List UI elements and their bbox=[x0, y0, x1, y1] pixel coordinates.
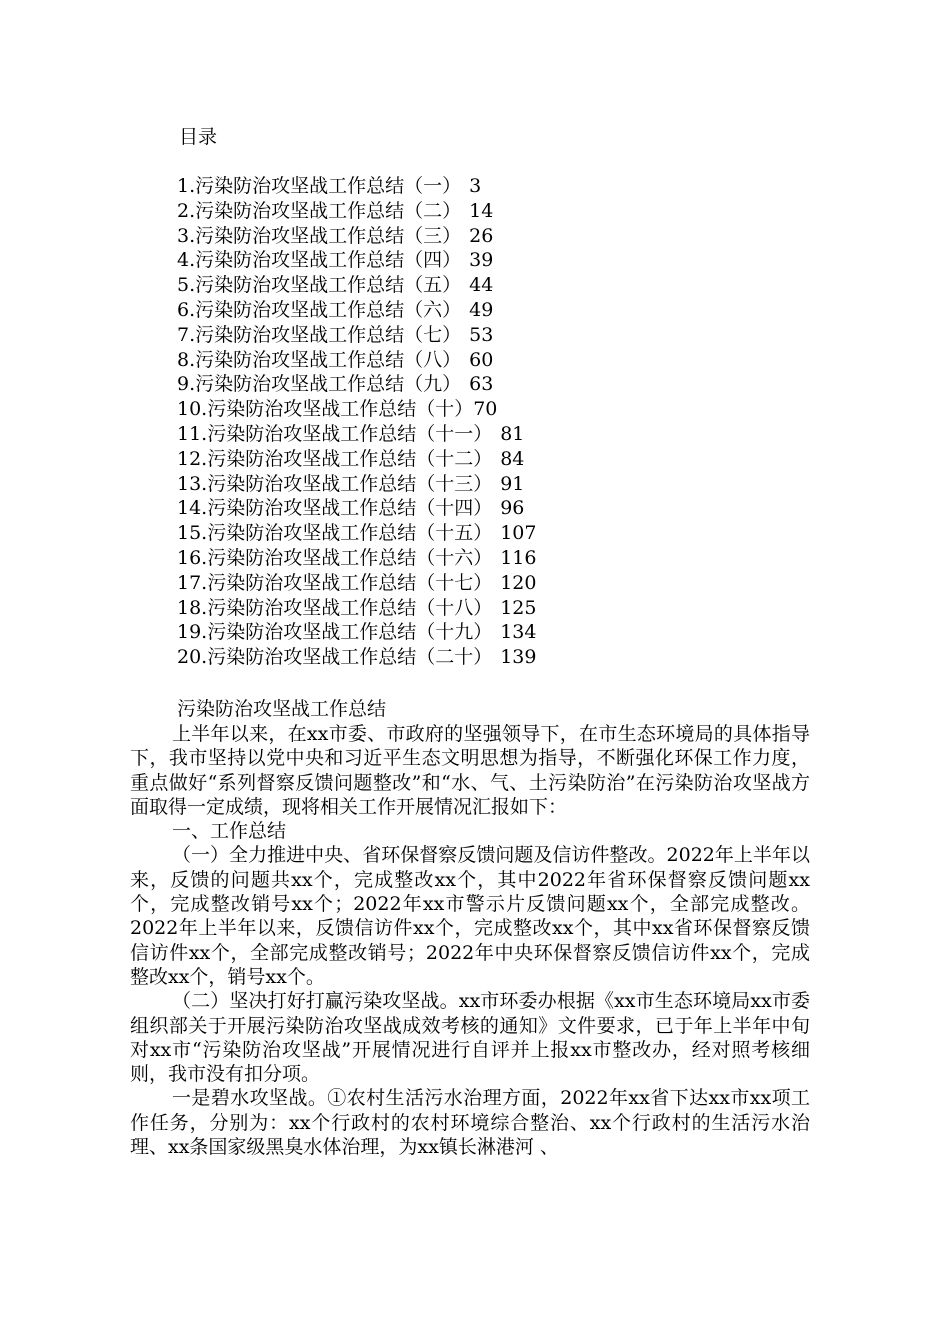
toc-item[interactable] bbox=[177, 620, 536, 645]
toc-item-label: 20.污染防治攻坚战工作总结（二十） bbox=[177, 646, 493, 669]
toc-item[interactable] bbox=[177, 273, 536, 298]
toc-item[interactable] bbox=[177, 496, 536, 521]
article-paragraph: 一是碧水攻坚战。①农村生活污水治理方面，2022年xx省下达xx市xx项工作任务，分别为：xx个行政村的农村环境综合整治、xx个行政村的生活污水治理、xx条国家级黑臭水体治理，为xx镇长淋港河 、 bbox=[130, 1087, 810, 1159]
toc-item-page: 134 bbox=[500, 621, 537, 644]
article-paragraph: 上半年以来，在xx市委、市政府的坚强领导下，在市生态环境局的具体指导下，我市坚持以党中央和习近平生态文明思想为指导，不断强化环保工作力度，重点做好“系列督察反馈问题整改”和“水、气、土污染防治”在污染防治攻坚战方面取得一定成绩，现将相关工作开展情况汇报如下： bbox=[130, 723, 810, 818]
toc-item-label: 14.污染防治攻坚战工作总结（十四） bbox=[177, 497, 493, 520]
toc-item-label: 13.污染防治攻坚战工作总结（十三） bbox=[177, 472, 493, 495]
toc-item-page: 70 bbox=[473, 398, 498, 421]
toc-item-label: 17.污染防治攻坚战工作总结（十七） bbox=[177, 571, 493, 594]
toc-item[interactable] bbox=[177, 546, 536, 571]
toc-item[interactable] bbox=[177, 372, 536, 397]
toc-item[interactable] bbox=[177, 248, 536, 273]
toc-item-page: 81 bbox=[500, 422, 525, 445]
toc-item-label: 15.污染防治攻坚战工作总结（十五） bbox=[177, 522, 493, 545]
toc-item[interactable] bbox=[177, 199, 536, 224]
toc-item-label: 6.污染防治攻坚战工作总结（六） bbox=[177, 298, 462, 321]
article-paragraph: （二）坚决打好打赢污染攻坚战。xx市环委办根据《xx市生态环境局xx市委组织部关于开展污染防治攻坚战成效考核的通知》文件要求，已于年上半年中旬对xx市“污染防治攻坚战”开展情况进行自评并上报xx市整改办，经对照考核细则，我市没有扣分项。 bbox=[130, 990, 810, 1086]
toc-item-label: 2.污染防治攻坚战工作总结（二） bbox=[177, 199, 462, 222]
article-paragraph: （一）全力推进中央、省环保督察反馈问题及信访件整改。2022年上半年以来，反馈的问题共xx个，完成整改xx个，其中2022年省环保督察反馈问题xx个，完成整改销号xx个；2022年xx市警示片反馈问题xx个，全部完成整改。2022年上半年以来，反馈信访件xx个，完成整改xx个，其中xx省环保督察反馈信访件xx个，全部完成整改销号；2022年中央环保督察反馈信访件xx个，完成整改xx个，销号xx个。 bbox=[130, 844, 810, 988]
toc-title: 目录 bbox=[179, 126, 218, 148]
toc-item[interactable] bbox=[177, 472, 536, 497]
toc-item-page: 91 bbox=[500, 472, 525, 495]
toc-item-label: 8.污染防治攻坚战工作总结（八） bbox=[177, 348, 462, 371]
article-body bbox=[130, 696, 810, 1159]
toc-item-page: 26 bbox=[469, 224, 494, 247]
toc-item-page: 14 bbox=[469, 199, 494, 222]
toc-item[interactable] bbox=[177, 397, 536, 422]
toc-item-page: 63 bbox=[469, 373, 494, 396]
section-heading: 一、工作总结 bbox=[172, 820, 287, 843]
toc-item[interactable] bbox=[177, 224, 536, 249]
toc-item[interactable] bbox=[177, 596, 536, 621]
toc-item-label: 4.污染防治攻坚战工作总结（四） bbox=[177, 249, 462, 272]
toc-item-label: 7.污染防治攻坚战工作总结（七） bbox=[177, 323, 462, 346]
toc-item-page: 39 bbox=[469, 249, 494, 272]
toc-item[interactable] bbox=[177, 645, 536, 670]
toc-item-page: 120 bbox=[500, 571, 537, 594]
toc-item-page: 96 bbox=[500, 497, 525, 520]
toc-item-page: 116 bbox=[500, 546, 537, 569]
toc-item-page: 49 bbox=[469, 298, 494, 321]
toc-item-page: 3 bbox=[469, 175, 482, 197]
toc-item-page: 60 bbox=[469, 348, 494, 371]
toc-item-label: 11.污染防治攻坚战工作总结（十一） bbox=[177, 422, 493, 445]
toc-item-page: 107 bbox=[500, 522, 537, 545]
toc-item-page: 44 bbox=[469, 274, 494, 297]
toc-item-label: 16.污染防治攻坚战工作总结（十六） bbox=[177, 546, 493, 569]
toc-item-label: 19.污染防治攻坚战工作总结（十九） bbox=[177, 621, 493, 644]
toc-item-page: 125 bbox=[500, 596, 537, 619]
toc-item[interactable] bbox=[177, 422, 536, 447]
toc-item-label: 18.污染防治攻坚战工作总结（十八） bbox=[177, 596, 493, 619]
toc-item-label: 1.污染防治攻坚战工作总结（一） bbox=[177, 175, 462, 197]
toc-item-page: 84 bbox=[500, 447, 525, 470]
toc-item[interactable] bbox=[177, 298, 536, 323]
toc-item-page: 53 bbox=[469, 323, 494, 346]
toc-item-page: 139 bbox=[500, 646, 537, 669]
toc-item-label: 12.污染防治攻坚战工作总结（十二） bbox=[177, 447, 493, 470]
toc-item-label: 5.污染防治攻坚战工作总结（五） bbox=[177, 274, 462, 297]
toc-item[interactable] bbox=[177, 447, 536, 472]
toc-item[interactable] bbox=[177, 521, 536, 546]
toc-item-label: 10.污染防治攻坚战工作总结（十） bbox=[177, 398, 474, 421]
toc-item[interactable] bbox=[177, 174, 536, 199]
article-title: 污染防治攻坚战工作总结 bbox=[177, 698, 387, 720]
toc-item-label: 3.污染防治攻坚战工作总结（三） bbox=[177, 224, 462, 247]
toc-item[interactable] bbox=[177, 348, 536, 373]
toc-item[interactable] bbox=[177, 323, 536, 348]
toc-item-label: 9.污染防治攻坚战工作总结（九） bbox=[177, 373, 462, 396]
toc-list bbox=[177, 174, 536, 670]
toc-item[interactable] bbox=[177, 571, 536, 596]
